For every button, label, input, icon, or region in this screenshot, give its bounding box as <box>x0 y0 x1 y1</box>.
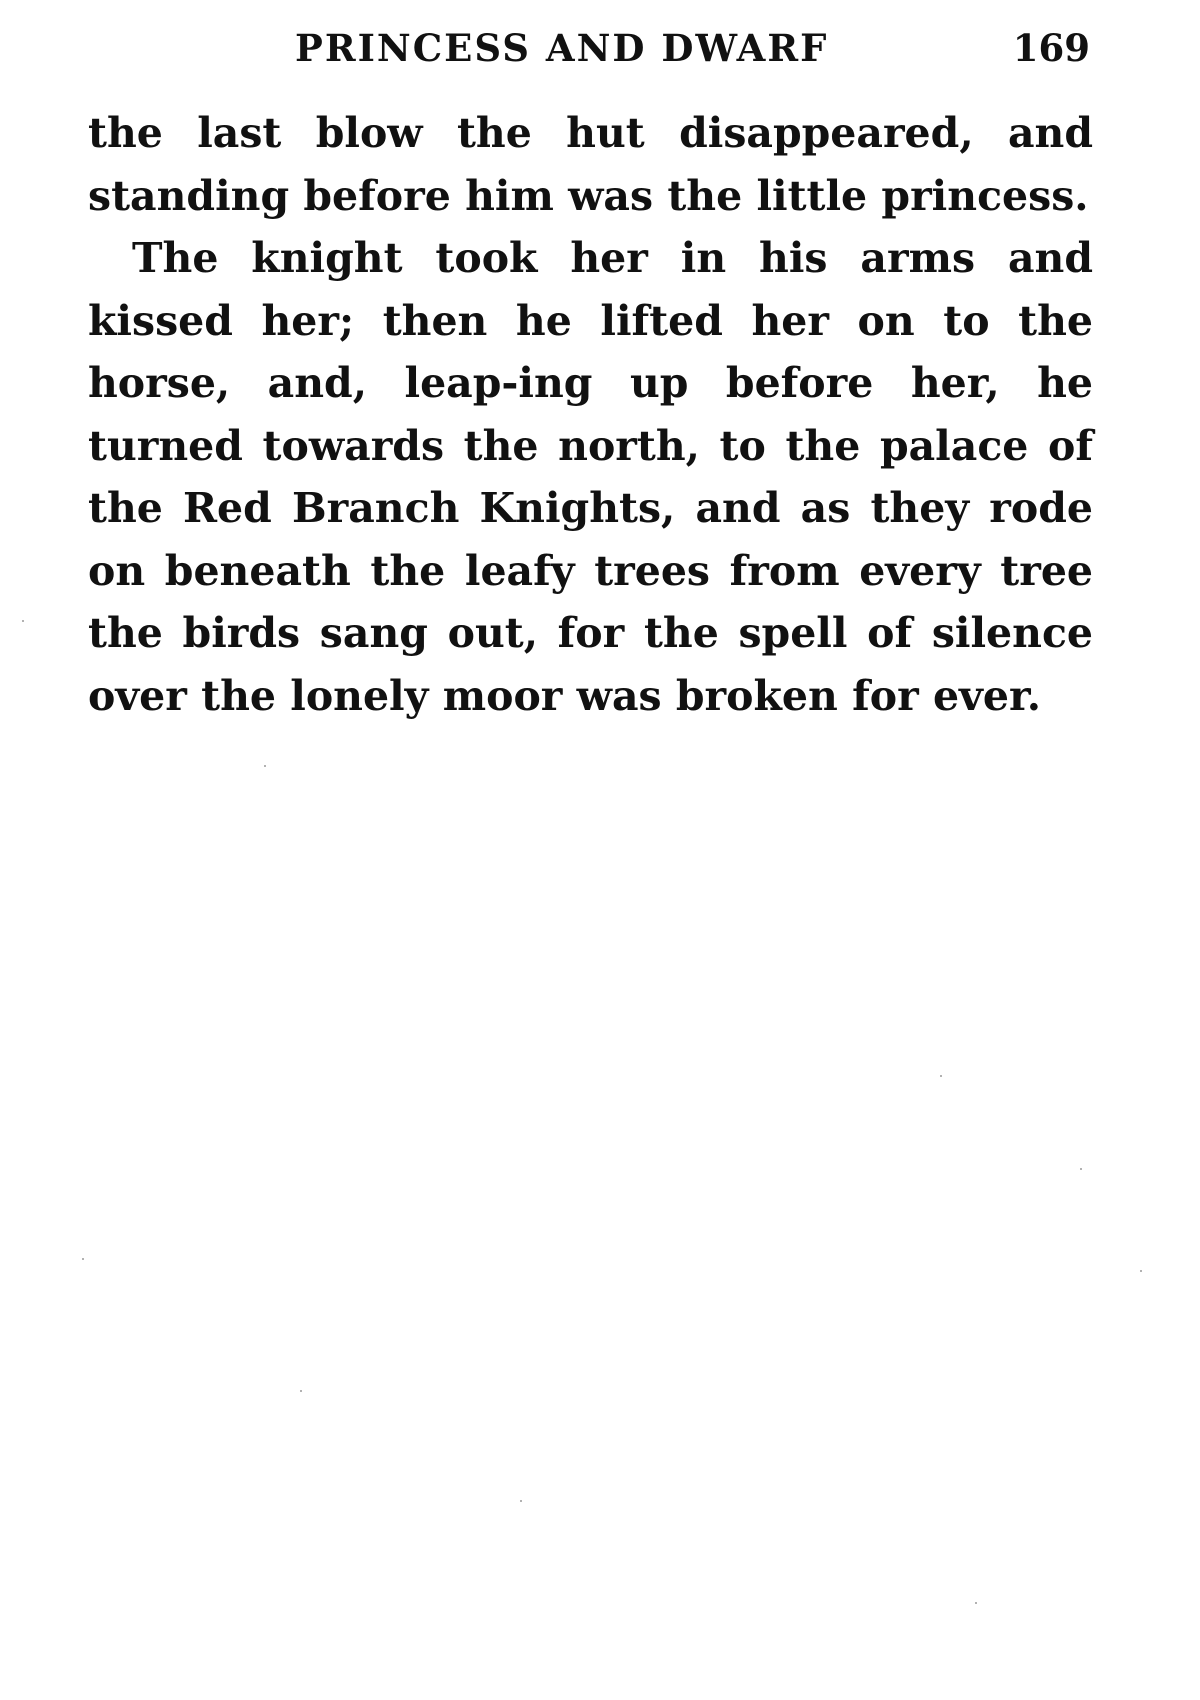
scan-speck <box>975 1602 977 1604</box>
page-number: 169 <box>1012 26 1090 70</box>
scan-speck <box>300 1390 302 1392</box>
scan-speck <box>1080 1168 1082 1170</box>
scan-speck <box>940 1075 942 1077</box>
scan-speck <box>1140 1270 1142 1272</box>
scan-speck <box>82 1258 84 1260</box>
scan-speck <box>264 765 266 767</box>
running-head-title: PRINCESS AND DWARF <box>295 26 829 70</box>
running-head <box>90 22 1090 82</box>
paragraph: The knight took her in his arms and kissed her; then he lifted her on to the horse, and, leap-ing up before her, he turned towards the north, to the palace of the Red Branch Knights, and as they rode on beneath the leafy trees from every tree the birds sang out, for the spell of silence over the lonely moor was broken for ever. <box>88 234 1093 720</box>
body-text <box>88 102 1093 727</box>
paragraph-continued: the last blow the hut disappeared, and standing before him was the little princess. <box>88 109 1093 220</box>
scan-speck <box>520 1500 522 1502</box>
scan-speck <box>22 620 24 622</box>
